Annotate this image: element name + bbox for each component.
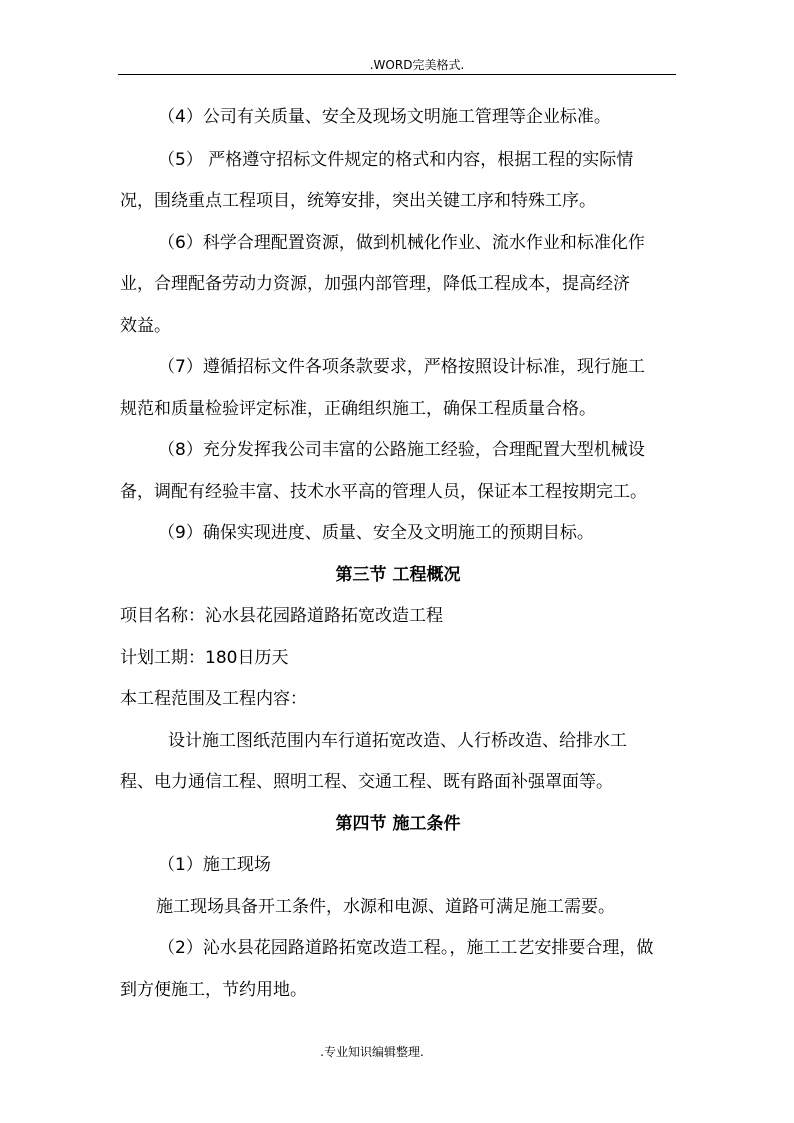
scope-label-line: 本工程范围及工程内容： — [120, 689, 307, 709]
paragraph-7-line-2: 规范和质量检验评定标准，正确组织施工，确保工程质量合格。 — [120, 399, 596, 419]
paragraph-6-line-3: 效益。 — [120, 316, 171, 336]
scope-paragraph-line-1: 设计施工图纸范围内车行道拓宽改造、人行桥改造、给排水工 — [168, 731, 627, 751]
condition-2-line-1: （2）沁水县花园路道路拓宽改造工程。，施工工艺安排要合理，做 — [158, 938, 654, 958]
condition-1-title: （1）施工现场 — [158, 855, 271, 875]
paragraph-6-line-2: 业，合理配备劳动力资源，加强内部管理，降低工程成本，提高经济 — [120, 274, 630, 294]
paragraph-7-line-1: （7）遵循招标文件各项条款要求，严格按照设计标准，现行施工 — [158, 357, 645, 377]
paragraph-8-line-1: （8）充分发挥我公司丰富的公路施工经验，合理配置大型机械设 — [158, 440, 645, 460]
paragraph-5-line-2: 况，围绕重点工程项目，统筹安排，突出关键工序和特殊工序。 — [120, 191, 596, 211]
project-name-line: 项目名称：沁水县花园路道路拓宽改造工程 — [120, 606, 443, 626]
condition-1-body: 施工现场具备开工条件，水源和电源、道路可满足施工需要。 — [156, 897, 615, 917]
page-footer: .专业知识编辑整理. — [320, 1045, 424, 1059]
planned-duration-line: 计划工期：180日历天 — [120, 648, 289, 668]
paragraph-9: （9）确保实现进度、质量、安全及文明施工的预期目标。 — [158, 523, 594, 543]
scope-paragraph-line-2: 程、电力通信工程、照明工程、交通工程、既有路面补强罩面等。 — [120, 772, 613, 792]
page-header: .WORD完美格式. — [369, 58, 465, 72]
section-heading-4: 第四节 施工条件 — [335, 814, 461, 834]
paragraph-4: （4）公司有关质量、安全及现场文明施工管理等企业标准。 — [158, 107, 611, 127]
paragraph-5-line-1: （5） 严格遵守招标文件规定的格式和内容，根据工程的实际情 — [158, 150, 634, 170]
condition-2-line-2: 到方便施工，节约用地。 — [120, 980, 307, 1000]
paragraph-8-line-2: 备，调配有经验丰富、技术水平高的管理人员，保证本工程按期完工。 — [120, 482, 647, 502]
section-heading-3: 第三节 工程概况 — [335, 565, 461, 585]
header-divider — [118, 74, 676, 75]
paragraph-6-line-1: （6）科学合理配置资源，做到机械化作业、流水作业和标准化作 — [158, 233, 645, 253]
